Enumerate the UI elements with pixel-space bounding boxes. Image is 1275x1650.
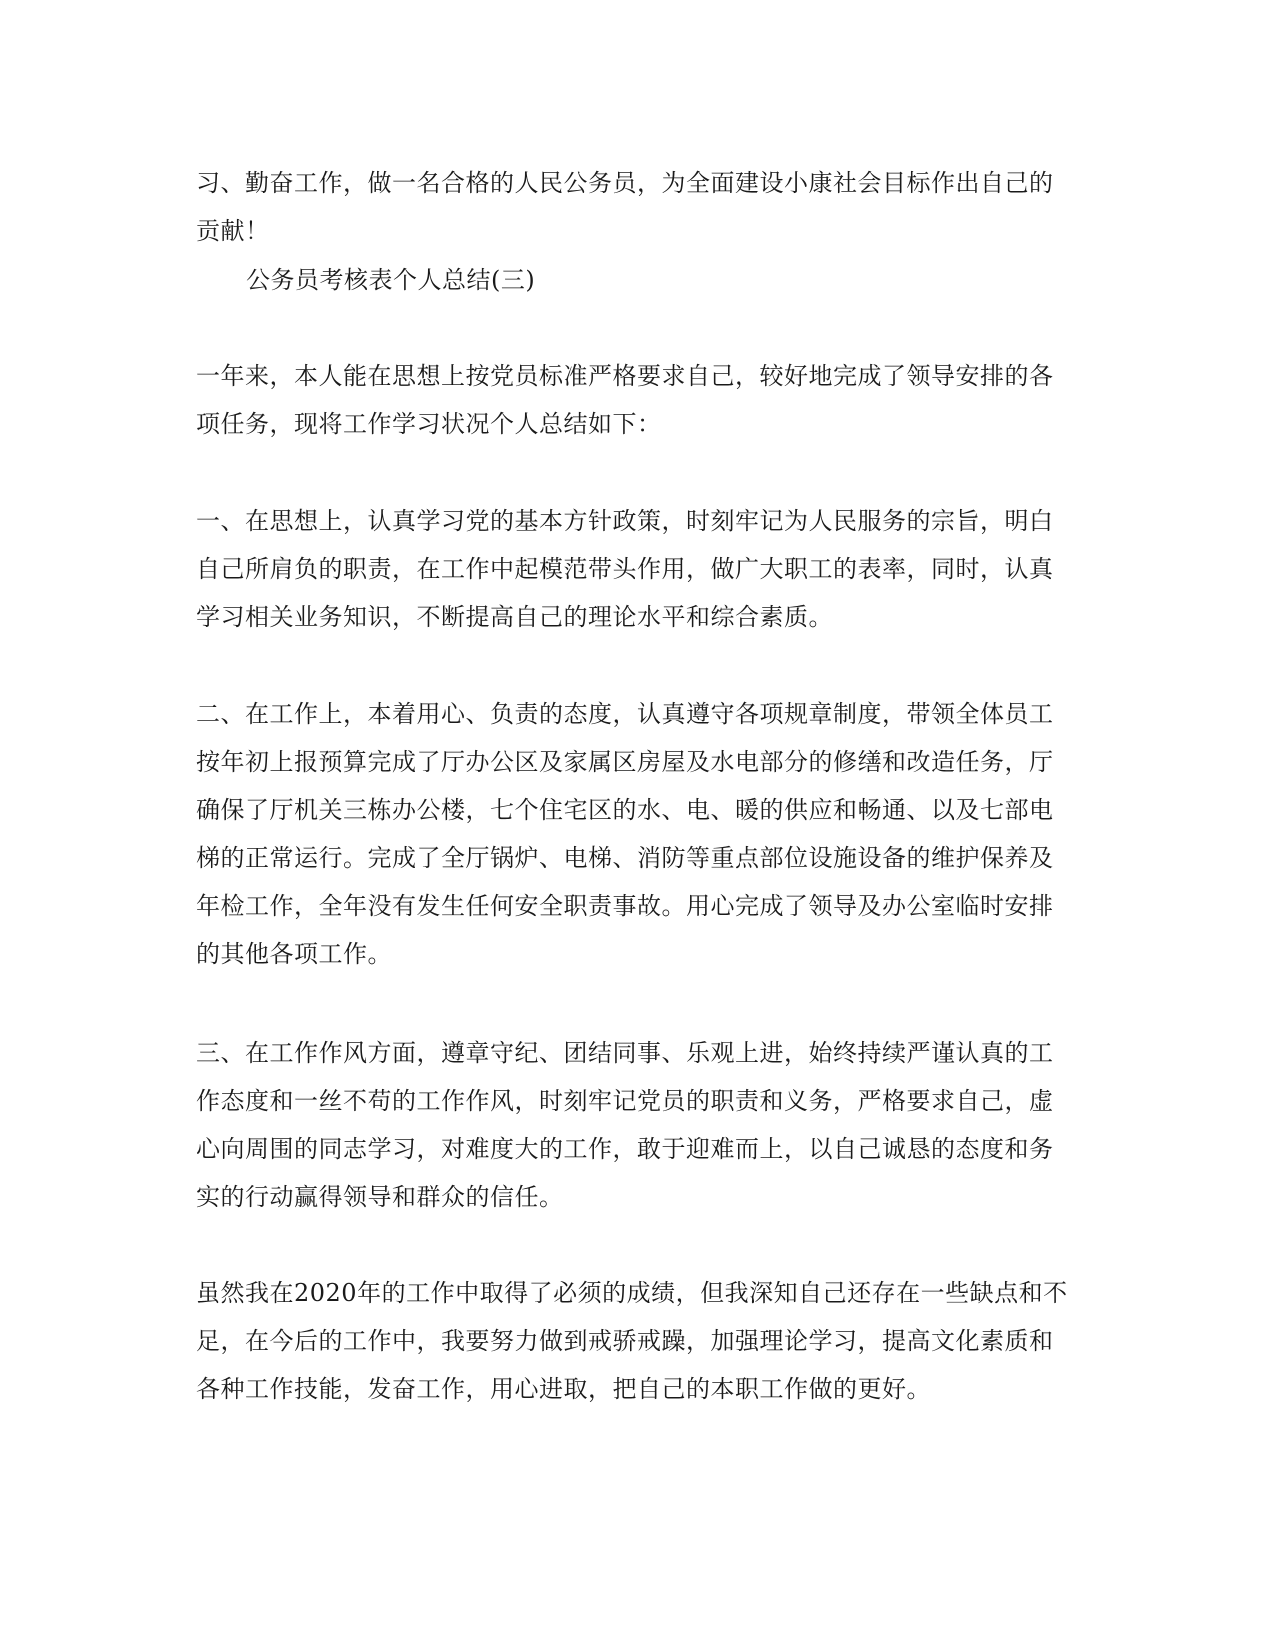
item-2-paragraph: 二、在工作上，本着用心、负责的态度，认真遵守各项规章制度，带领全体员工 按年初上报预算完成了厅办公区及家属区房屋及水电部分的修缮和改造任务，厅 确保了厅机关三栋办公楼，七个住宅区的水、电、暖的供应和畅通、以及七部电 梯的正常运行。完成了全厅锅炉、电梯、消防等重点部位设施设备的维护保养及 年检工作，全年没有发生任何安全职责事故。用心完成了领导及办公室临时安排 的其他各项工作。: [196, 700, 1054, 968]
section-heading: 公务员考核表个人总结(三): [246, 266, 536, 294]
conclusion-paragraph: 虽然我在2020年的工作中取得了必须的成绩，但我深知自己还存在一些缺点和不 足，在今后的工作中，我要努力做到戒骄戒躁，加强理论学习，提高文化素质和 各种工作技能，发奋工作，用心进取，把自己的本职工作做的更好。: [196, 1279, 1068, 1403]
item-1-paragraph: 一、在思想上，认真学习党的基本方针政策，时刻牢记为人民服务的宗旨，明白 自己所肩负的职责，在工作中起模范带头作用，做广大职工的表率，同时，认真 学习相关业务知识，不断提高自己的理论水平和综合素质。: [196, 507, 1054, 631]
item-3-paragraph: 三、在工作作风方面，遵章守纪、团结同事、乐观上进，始终持续严谨认真的工 作态度和一丝不苟的工作作风，时刻牢记党员的职责和义务，严格要求自己，虚 心向周围的同志学习，对难度大的工作，敢于迎难而上，以自己诚恳的态度和务 实的行动赢得领导和群众的信任。: [196, 1039, 1054, 1211]
intro-paragraph: 一年来，本人能在思想上按党员标准严格要求自己，较好地完成了领导安排的各 项任务，现将工作学习状况个人总结如下：: [196, 362, 1054, 438]
continuation-paragraph: 习、勤奋工作，做一名合格的人民公务员，为全面建设小康社会目标作出自己的 贡献！: [196, 169, 1054, 245]
